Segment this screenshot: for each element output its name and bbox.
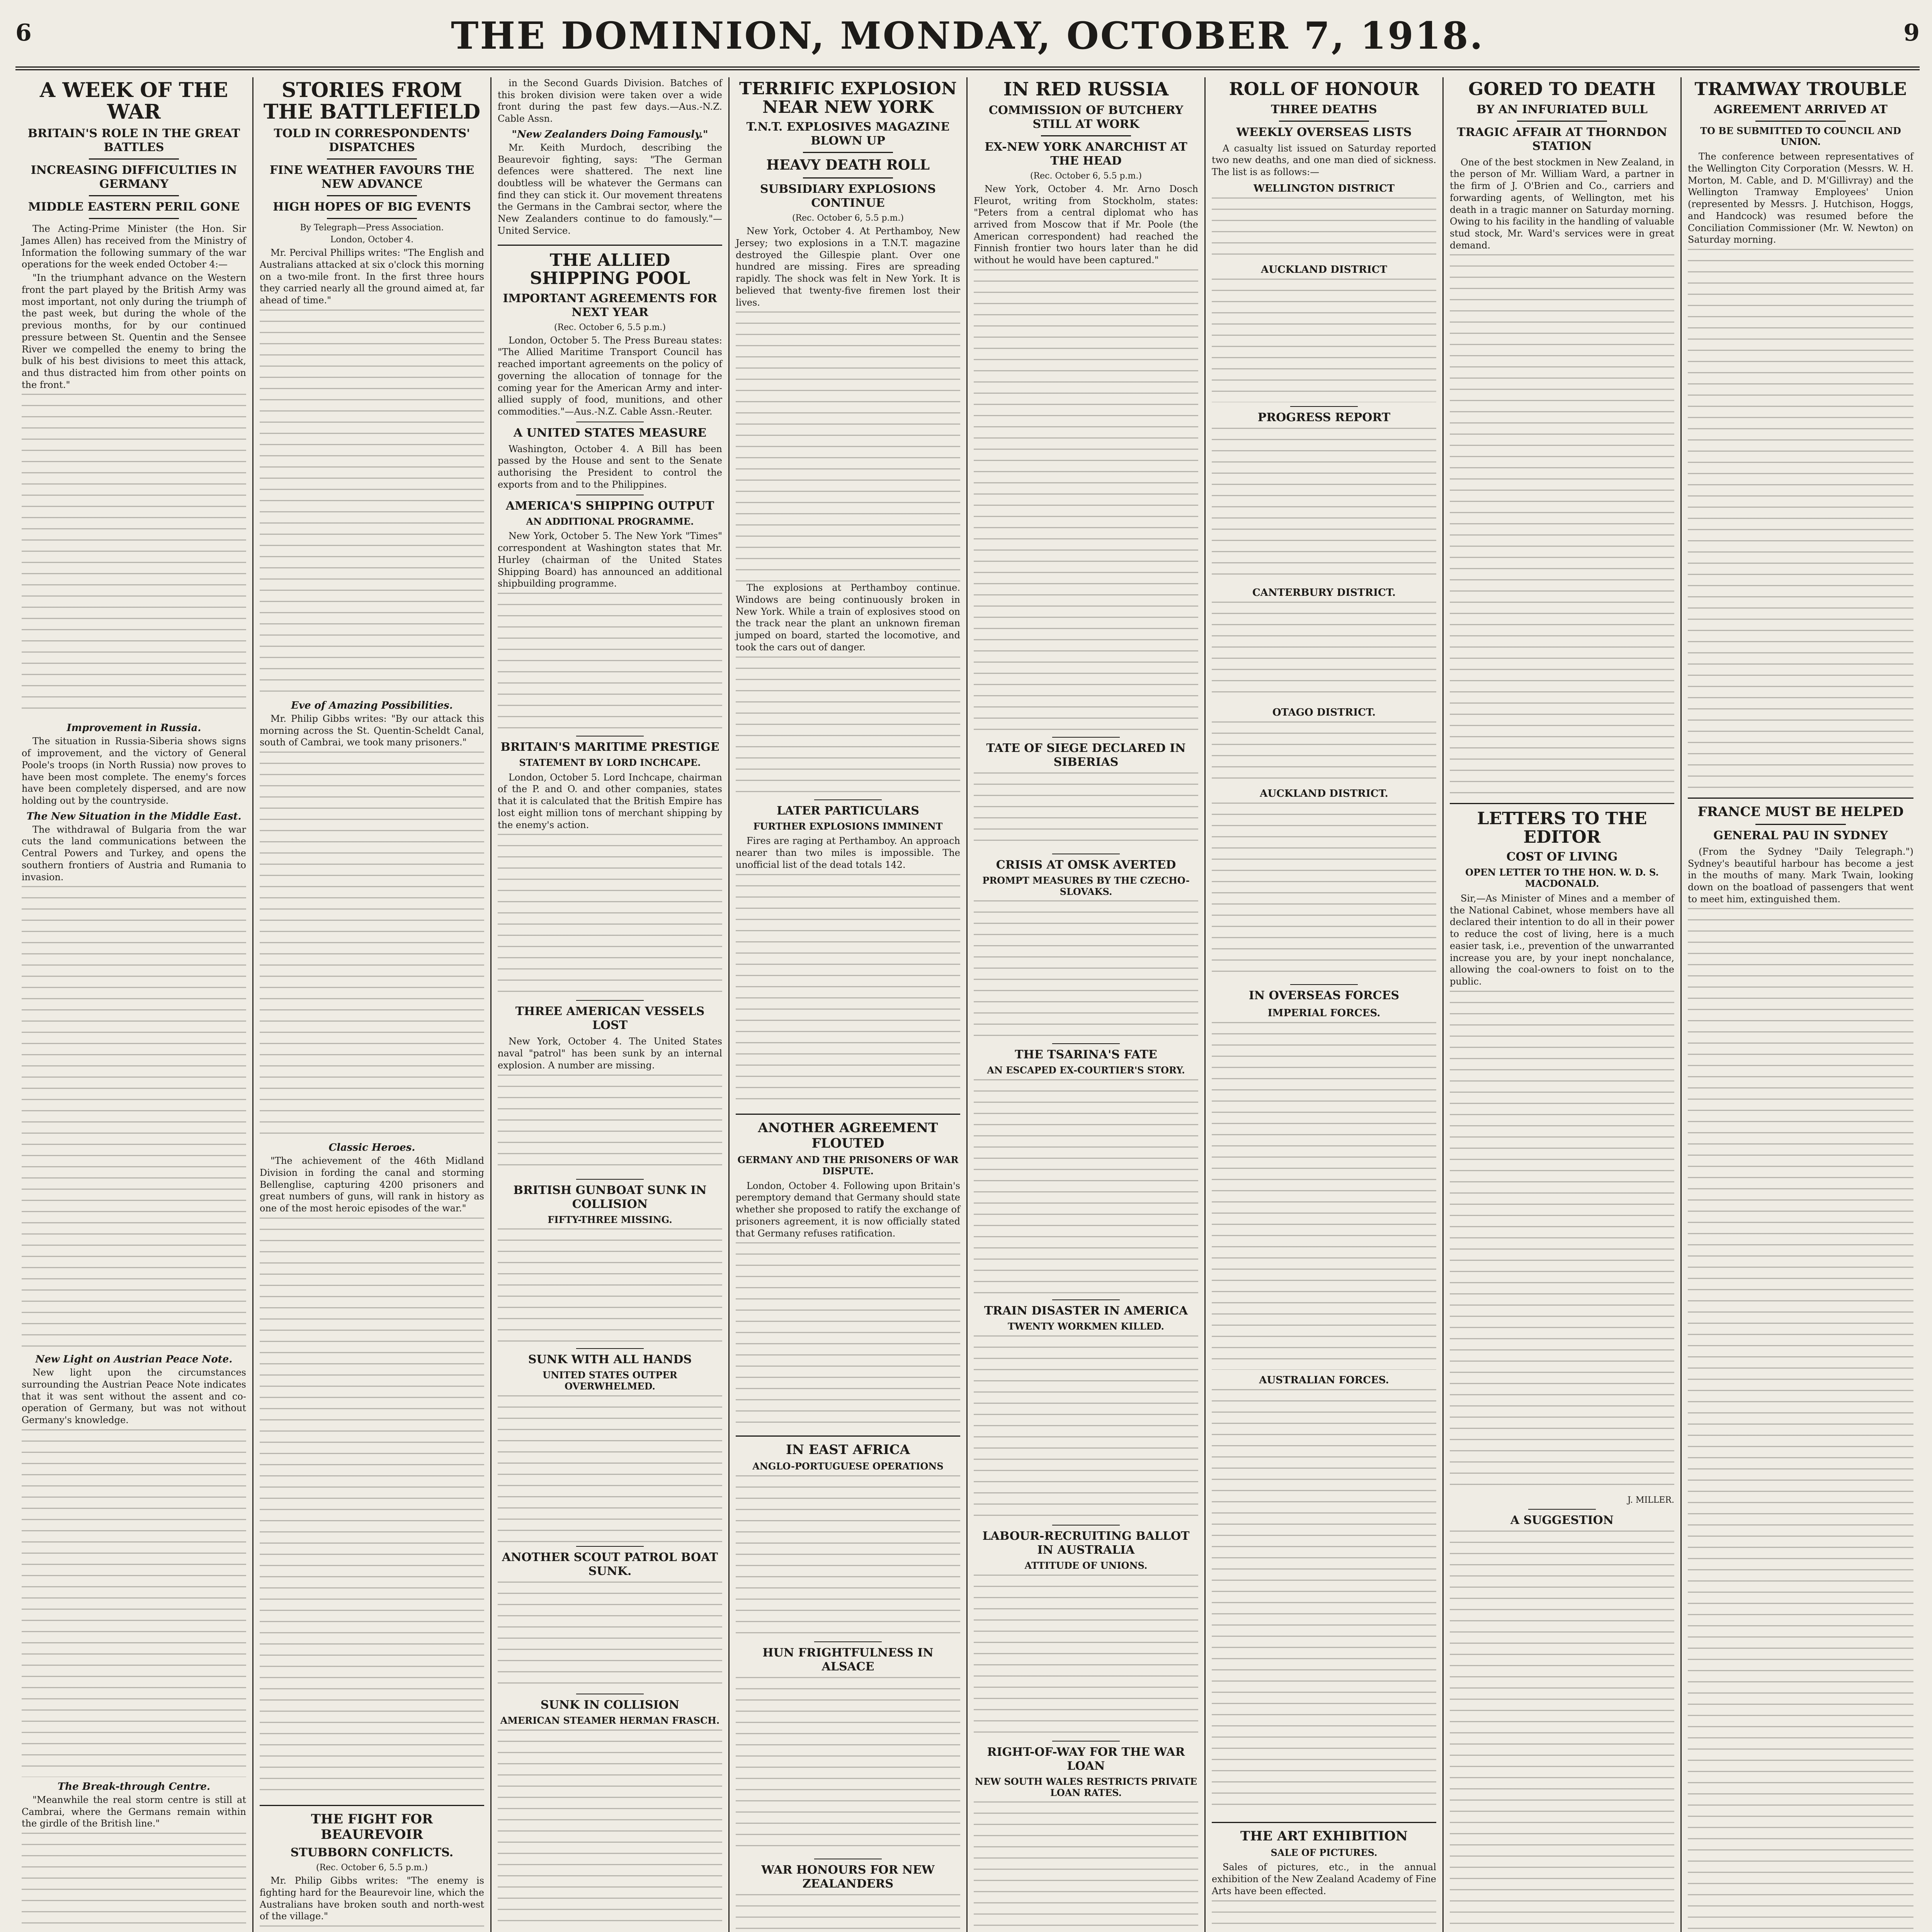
byline: By Telegraph—Press Association. [300,223,444,233]
divider [327,218,417,219]
article-headline: A WEEK OF THE WAR [39,78,228,124]
illegible-text-block [1688,908,1913,1932]
article-deck: NEW SOUTH WALES RESTRICTS PRIVATE LOAN RATES. [975,1776,1197,1798]
illegible-text-block [974,772,1198,850]
divider [89,158,179,160]
article-deck: TWENTY WORKMEN KILLED. [1008,1321,1164,1332]
article-headline: PROGRESS REPORT [1257,410,1391,424]
article-deck: STATEMENT BY LORD INCHCAPE. [519,757,701,768]
article-headline: WAR HONOURS FOR NEW ZEALANDERS [761,1863,935,1891]
divider [1052,1043,1119,1044]
article-headline: LABOUR-RECRUITING BALLOT IN AUSTRALIA [982,1529,1190,1557]
divider [327,158,417,160]
dateline: (Rec. October 6, 5.5 p.m.) [554,322,666,332]
paragraph: New light upon the circumstances surrounding the Austrian Peace Note indicates that it was sent without the assent and co-operation of Germany, but was not without Germany's knowledge. [22,1367,246,1426]
subheading: Improvement in Russia. [66,722,201,734]
article-deck: ANGLO-PORTUGUESE OPERATIONS [752,1461,944,1472]
illegible-text-block [498,1075,722,1175]
article-deck: BY AN INFURIATED BULL [1476,102,1648,116]
illegible-text-block [498,1228,722,1344]
article-headline: A UNITED STATES MEASURE [513,426,707,440]
article-deck: UNITED STATES OUTPER OVERWHELMED. [543,1369,677,1392]
article-deck: T.N.T. EXPLOSIVES MAGAZINE BLOWN UP [746,120,950,148]
article-deck: STUBBORN CONFLICTS. [290,1846,454,1860]
page-number-right: 9 [1903,19,1920,46]
section-heading: IMPERIAL FORCES. [1267,1007,1381,1019]
article-deck: IMPORTANT AGREEMENTS FOR NEXT YEAR [503,291,717,319]
illegible-text-block [736,1894,960,1932]
divider [1290,406,1357,407]
article-headline: HUN FRIGHTFULNESS IN ALSACE [762,1646,934,1673]
article-deck: TRAGIC AFFAIR AT THORNDON STATION [1457,125,1667,153]
article-headline: TRAMWAY TROUBLE [1694,78,1907,99]
paragraph: "The achievement of the 46th Midland Division in fording the canal and storming Bellenglise, capturing 4200 prisoners and great numbers of guns, will rank in history as one of the most heroic episodes of the war." [260,1155,484,1214]
article-headline: FRANCE MUST BE HELPED [1697,804,1904,820]
article-deck: FURTHER EXPLOSIONS IMMINENT [753,820,943,832]
article-deck: MIDDLE EASTERN PERIL GONE [28,200,240,214]
paragraph: Washington, October 4. A Bill has been passed by the House and sent to the Senate authorising the President to control the exports from and to the Philippines. [498,443,722,490]
article-headline: THE TSARINA'S FATE [1015,1048,1157,1062]
article-deck: COMMISSION OF BUTCHERY STILL AT WORK [988,103,1184,131]
illegible-text-block [974,900,1198,1039]
article-headline: ANOTHER AGREEMENT FLOUTED [758,1120,938,1151]
article-deck: ATTITUDE OF UNIONS. [1024,1560,1148,1571]
article-deck: SUBSIDIARY EXPLOSIONS CONTINUE [760,182,936,210]
article-headline: THE ART EXHIBITION [1240,1828,1408,1844]
article-deck: WEEKLY OVERSEAS LISTS [1236,125,1412,139]
divider [576,1179,643,1180]
article-separator [1212,1822,1436,1823]
article-deck: OPEN LETTER TO THE HON. W. D. S. MACDONALD. [1465,867,1659,889]
illegible-text-block [974,269,1198,733]
divider [576,1348,643,1349]
article-headline: TATE OF SIEGE DECLARED IN SIBERIAS [986,741,1186,769]
illegible-text-block [22,1833,246,1932]
subheading: New Light on Austrian Peace Note. [35,1354,233,1366]
divider [89,195,179,196]
article-deck: EX-NEW YORK ANARCHIST AT THE HEAD [985,140,1187,168]
article-separator [260,1805,484,1806]
divider [1755,824,1846,825]
article-headline: IN OVERSEAS FORCES [1248,988,1400,1002]
divider [89,218,179,219]
column-8 [1682,77,1920,1932]
divider [1528,1509,1595,1510]
column-2 [253,77,492,1932]
paragraph: Sales of pictures, etc., in the annual exhibition of the New Zealand Academy of Fine Arts have been effected. [1212,1862,1436,1896]
divider [576,1000,643,1001]
article-headline: THE FIGHT FOR BEAUREVOIR [311,1811,433,1843]
article-headline: TERRIFIC EXPLOSION NEAR NEW YORK [739,79,957,117]
district-heading: OTAGO DISTRICT. [1272,706,1376,718]
illegible-text-block [1212,1389,1436,1814]
dateline: (Rec. October 6, 5.5 p.m.) [1030,171,1142,181]
paragraph: The Acting-Prime Minister (the Hon. Sir James Allen) has received from the Ministry of Information the following summary of the war operations for the week ended October 4:— [22,223,246,270]
column-5 [968,77,1206,1932]
divider [814,799,881,800]
paragraph: The situation in Russia-Siberia shows signs of improvement, and the victory of General Poole's troops (in North Russia) now proves to have been most complete. The enemy's forces have been completely dispersed, and are now holding out by the countryside. [22,736,246,806]
subheading: "New Zealanders Doing Famously." [512,128,708,140]
illegible-text-block [974,1575,1198,1737]
paragraph: Fires are raging at Perthamboy. An approach nearer than two miles is impossible. The unofficial list of the dead totals 142. [736,835,960,870]
illegible-text-block [22,394,246,718]
article-headline: GORED TO DEATH [1468,78,1656,99]
article-headline: CRISIS AT OMSK AVERTED [996,858,1176,872]
illegible-text-block [1212,602,1436,702]
divider [1290,984,1357,985]
paragraph: A casualty list issued on Saturday reported two new deaths, and one man died of sickness. The list is as follows:— [1212,143,1436,178]
article-deck: GERMANY AND THE PRISONERS OF WAR DISPUTE. [737,1154,959,1177]
subheading: Eve of Amazing Possibilities. [291,699,453,711]
dateline: (Rec. October 6, 5.5 p.m.) [792,213,904,223]
column-7 [1444,77,1682,1932]
illegible-text-block [1212,1900,1436,1932]
illegible-text-block [974,1079,1198,1296]
paragraph: Sir,—As Minister of Mines and a member of the National Cabinet, whose members have all declared their intention to do all in their power to reduce the cost of living, here is a much easier task, i.e., prevention of the unwarranted increase you are, by your inept nonchalance, allowing the coal-owners to foist on to the public. [1450,893,1674,987]
paragraph: London, October 5. Lord Inchcape, chairman of the P. and O. and other companies, states that it is calculated that the British Empire has lost eight million tons of merchant shipping by the enemy's action. [498,772,722,830]
column-6 [1206,77,1444,1932]
article-deck: COST OF LIVING [1506,850,1618,864]
illegible-text-block [498,593,722,732]
article-deck: THREE DEATHS [1271,102,1377,116]
subheading: The New Situation in the Middle East. [26,810,242,822]
section-heading: AUSTRALIAN FORCES. [1259,1374,1389,1386]
article-headline: RIGHT-OF-WAY FOR THE WAR LOAN [987,1745,1185,1773]
newspaper-title: THE DOMINION, MONDAY, OCTOBER 7, 1918. [451,14,1484,58]
article-deck: HEAVY DEATH ROLL [766,157,930,173]
article-separator [498,245,722,246]
paragraph: New York, October 4. Mr. Arno Dosch Fleurot, writing from Stockholm, states: "Peters from a central diplomat who has arrived from Moscow that if Mr. Poole (the American correspondent) had reached the Finnish frontier two hours later than he did without he would have been captured." [974,183,1198,266]
column-3 [492,77,730,1932]
illegible-text-block [1212,1022,1436,1370]
divider [576,1546,643,1547]
divider [1052,1525,1119,1526]
illegible-text-block [22,1429,246,1777]
divider [803,177,893,179]
illegible-text-block [736,311,960,582]
paragraph: New York, October 4. At Perthamboy, New Jersey; two explosions in a T.N.T. magazine destroyed the Gillespie plant. Over one hundred are missing. Fires are spreading rapidly. The shock was felt in New York. It is believed that twenty-five firemen lost their lives. [736,226,960,308]
article-headline: IN EAST AFRICA [786,1442,910,1458]
illegible-text-block [260,1925,484,1932]
illegible-text-block [1450,1531,1674,1932]
page-number-left: 6 [15,19,32,46]
article-deck: TOLD IN CORRESPONDENTS' DISPATCHES [274,127,470,155]
illegible-text-block [974,1801,1198,1932]
article-deck: TO BE SUBMITTED TO COUNCIL AND UNION. [1700,125,1901,148]
illegible-text-block [260,1218,484,1797]
dateline: (Rec. October 6, 5.5 p.m.) [316,1863,428,1873]
paragraph: Mr. Keith Murdoch, describing the Beaurevoir fighting, says: "The German defences were shattered. The next line doubtless will be whatever the Germans can find they can stick it. Our movement threatens the Germans in the Cambrai sector, where the New Zealanders continue to do famously."—United Service. [498,142,722,236]
article-headline: BRITAIN'S MARITIME PRESTIGE [500,740,719,754]
divider [1052,1741,1119,1742]
illegible-text-block [498,1395,722,1542]
illegible-text-block [1450,991,1674,1493]
divider [1517,121,1607,122]
article-headline: LATER PARTICULARS [777,804,919,818]
article-deck: GENERAL PAU IN SYDNEY [1713,828,1888,842]
illegible-text-block [1212,803,1436,980]
divider [1755,121,1846,122]
divider [1052,1299,1119,1300]
paragraph: The conference between representatives of the Wellington City Corporation (Messrs. W. H. Morton, M. Cable, and D. M'Gillivray) and the Wellington Tramway Employees' Union (represented by Messrs. J. Hutchison, Hoggs, and Handcock) was resumed before the Conciliation Commissioner (Mr. W. Newton) on Saturday morning. [1688,151,1913,245]
illegible-text-block [498,1582,722,1690]
article-deck: PROMPT MEASURES BY THE CZECHO-SLOVAKS. [982,874,1190,897]
article-headline: BRITISH GUNBOAT SUNK IN COLLISION [513,1183,707,1211]
paragraph: Mr. Percival Phillips writes: "The English and Australians attacked at six o'clock this morning on a two-mile front. In the first three hours they carried nearly all the ground aimed at, far ahead of time." [260,247,484,306]
column-1 [15,77,253,1932]
district-heading: CANTERBURY DISTRICT. [1252,587,1396,599]
article-deck: AN ESCAPED EX-COURTIER'S STORY. [987,1065,1185,1076]
illegible-text-block [1212,721,1436,783]
article-separator [1688,798,1913,799]
article-separator [736,1435,960,1437]
district-heading: AUCKLAND DISTRICT [1261,264,1387,276]
article-deck: AGREEMENT ARRIVED AT [1714,102,1888,116]
paragraph: New York, October 4. The United States naval "patrol" has been sunk by an internal explosion. A number are missing. [498,1036,722,1071]
article-headline: SUNK IN COLLISION [540,1698,680,1712]
paragraph: "In the triumphant advance on the Western front the part played by the British Army was most important, not only during the triumph of the past week, but during the whole of the previous months, for by our continued pressure between St. Quentin and the Sensee River we compelled the enemy to bring the bulk of his best divisions to meet this attack, and thus distracted him from other points on the front." [22,272,246,390]
article-headline: STORIES FROM THE BATTLEFIELD [263,78,481,124]
illegible-text-block [498,1730,722,1930]
illegible-text-block [498,834,722,996]
article-headline: THE ALLIED SHIPPING POOL [530,250,690,289]
column-4 [730,77,968,1932]
paragraph: The explosions at Perthamboy continue. Windows are being continuously broken in New York. While a train of explosives stood on the track near the plant an unknown fireman jumped on board, started the locomotive, and took the cars out of danger. [736,582,960,653]
paragraph: Mr. Philip Gibbs writes: "By our attack this morning across the St. Quentin-Scheldt Canal, south of Cambrai, we took many prisoners." [260,713,484,748]
illegible-text-block [736,1242,960,1428]
illegible-text-block [1688,249,1913,790]
article-headline: SUNK WITH ALL HANDS [528,1353,692,1367]
paragraph: in the Second Guards Division. Batches of this broken division were taken over a wide front during the past few days.—Aus.-N.Z. Cable Assn. [498,78,722,124]
district-heading: WELLINGTON DISTRICT [1253,182,1395,194]
divider [1052,737,1119,738]
article-headline: IN RED RUSSIA [1003,78,1169,100]
article-headline: ANOTHER SCOUT PATROL BOAT SUNK. [502,1550,718,1578]
paragraph: New York, October 5. The New York "Times" correspondent at Washington states that Mr. Hurley (chairman of the United States Shipping Board) has announced an additional shipbuilding programme. [498,531,722,589]
newspaper-columns [15,77,1920,1932]
divider [1279,121,1369,122]
divider [327,195,417,196]
article-deck: AN ADDITIONAL PROGRAMME. [526,515,694,527]
article-headline: ROLL OF HONOUR [1229,78,1419,99]
paragraph: One of the best stockmen in New Zealand, in the person of Mr. William Ward, a partner in the firm of J. O'Brien and Co., carriers and forwarding agents, of Wellington, met his death in a tragic manner on Saturday morning. Owing to his facility in the handling of valuable stud stock, Mr. Ward's services were in great demand. [1450,156,1674,251]
masthead [15,9,1920,70]
illegible-text-block [736,874,960,1106]
article-deck: FINE WEATHER FAVOURS THE NEW ADVANCE [269,163,474,191]
article-separator [1450,803,1674,804]
paragraph: London, October 4. Following upon Britain's peremptory demand that Germany should state whether she proposed to ratify the exchange of prisoners agreement, it is now officially stated that Germany refuses ratification. [736,1180,960,1239]
article-deck: BRITAIN'S ROLE IN THE GREAT BATTLES [27,127,240,155]
illegible-text-block [1212,428,1436,582]
illegible-text-block [260,752,484,1138]
article-headline: TRAIN DISASTER IN AMERICA [984,1304,1188,1318]
illegible-text-block [736,656,960,796]
divider [1041,135,1131,136]
article-deck: AMERICAN STEAMER HERMAN FRASCH. [500,1714,720,1726]
article-deck: INCREASING DIFFICULTIES IN GERMANY [31,163,237,191]
illegible-text-block [22,886,246,1350]
article-headline: AMERICA'S SHIPPING OUTPUT [505,499,714,513]
article-deck: SALE OF PICTURES. [1270,1847,1378,1858]
dateline: London, October 4. [330,235,414,245]
paragraph: "Meanwhile the real storm centre is still at Cambrai, where the Germans remain within the girdle of the British line." [22,1794,246,1829]
article-headline: A SUGGESTION [1510,1513,1614,1527]
paragraph: The withdrawal of Bulgaria from the war cuts the land communications between the Central Powers and Turkey, and opens the southern frontiers of Austria and Rumania to invasion. [22,824,246,883]
paragraph: (From the Sydney "Daily Telegraph.") Sydney's beautiful harbour has become a jest in the mouths of many. Mark Twain, looking down on the boatload of passengers that went to meet him, extinguished them. [1688,846,1913,905]
letter-signature: J. MILLER. [1627,1495,1674,1505]
district-heading: AUCKLAND DISTRICT. [1260,787,1388,799]
illegible-text-block [974,1335,1198,1521]
divider [803,152,893,153]
article-deck: HIGH HOPES OF BIG EVENTS [273,200,471,214]
section-headline: LETTERS TO THE EDITOR [1477,809,1647,847]
article-separator [736,1114,960,1115]
illegible-text-block [736,1475,960,1638]
illegible-text-block [1212,279,1436,402]
paragraph: London, October 5. The Press Bureau states: "The Allied Maritime Transport Council has reached important agreements on the policy of governing the allocation of tonnage for the coming year for the American Army and inter-allied supply of food, munitions, and other commodities."—Aus.-N.Z. Cable Assn.-Reuter. [498,335,722,417]
article-deck: FIFTY-THREE MISSING. [548,1214,672,1225]
illegible-text-block [1212,197,1436,259]
paragraph: Mr. Philip Gibbs writes: "The enemy is fighting hard for the Beaurevoir line, which the Australians have broken south and north-west of the village." [260,1875,484,1922]
illegible-text-block [736,1677,960,1855]
illegible-text-block [1450,254,1674,795]
illegible-text-block [260,310,484,696]
divider [814,1641,881,1642]
subheading: The Break-through Centre. [57,1781,211,1793]
subheading: Classic Heroes. [328,1142,415,1154]
article-headline: THREE AMERICAN VESSELS LOST [515,1005,705,1032]
